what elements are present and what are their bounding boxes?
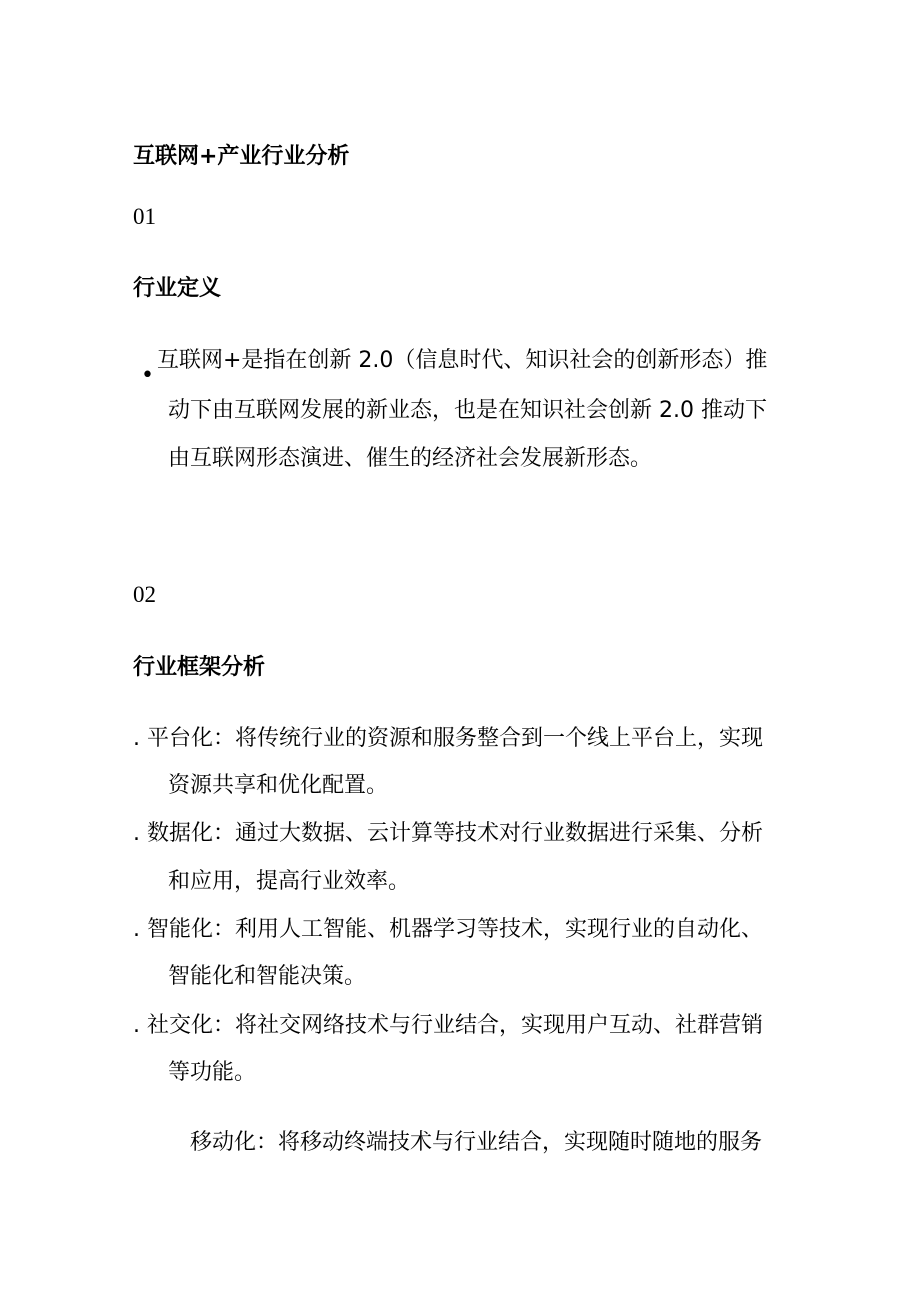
framework-item-platform-cont: 资源共享和优化配置。 — [168, 773, 389, 798]
section-number-01: 01 — [133, 204, 156, 229]
framework-item-data-cont: 和应用，提高行业效率。 — [168, 869, 411, 894]
framework-item-social: . 社交化：将社交网络技术与行业结合，实现用户互动、社群营销 — [133, 1013, 763, 1038]
section-heading-industry-definition: 行业定义 — [133, 276, 222, 301]
definition-line-1: 互联网+是指在创新 2.0（信息时代、知识社会的创新形态）推 — [157, 348, 768, 373]
definition-line-3: 由互联网形态演进、催生的经济社会发展新形态。 — [168, 446, 653, 471]
framework-item-intelligent-cont: 智能化和智能决策。 — [168, 964, 367, 989]
framework-item-social-cont: 等功能。 — [168, 1060, 257, 1085]
framework-item-intelligent: . 智能化：利用人工智能、机器学习等技术，实现行业的自动化、 — [133, 917, 763, 942]
section-heading-framework-analysis: 行业框架分析 — [133, 655, 266, 680]
bullet-mark: • — [141, 363, 154, 388]
definition-line-2: 动下由互联网发展的新业态，也是在知识社会创新 2.0 推动下 — [168, 398, 767, 423]
framework-item-data: . 数据化：通过大数据、云计算等技术对行业数据进行采集、分析 — [133, 821, 763, 846]
framework-item-platform: . 平台化：将传统行业的资源和服务整合到一个线上平台上，实现 — [133, 726, 763, 751]
document-title: 互联网+产业行业分析 — [133, 144, 350, 169]
framework-item-mobile: 移动化：将移动终端技术与行业结合，实现随时随地的服务 — [190, 1130, 763, 1155]
section-number-02: 02 — [133, 582, 156, 607]
